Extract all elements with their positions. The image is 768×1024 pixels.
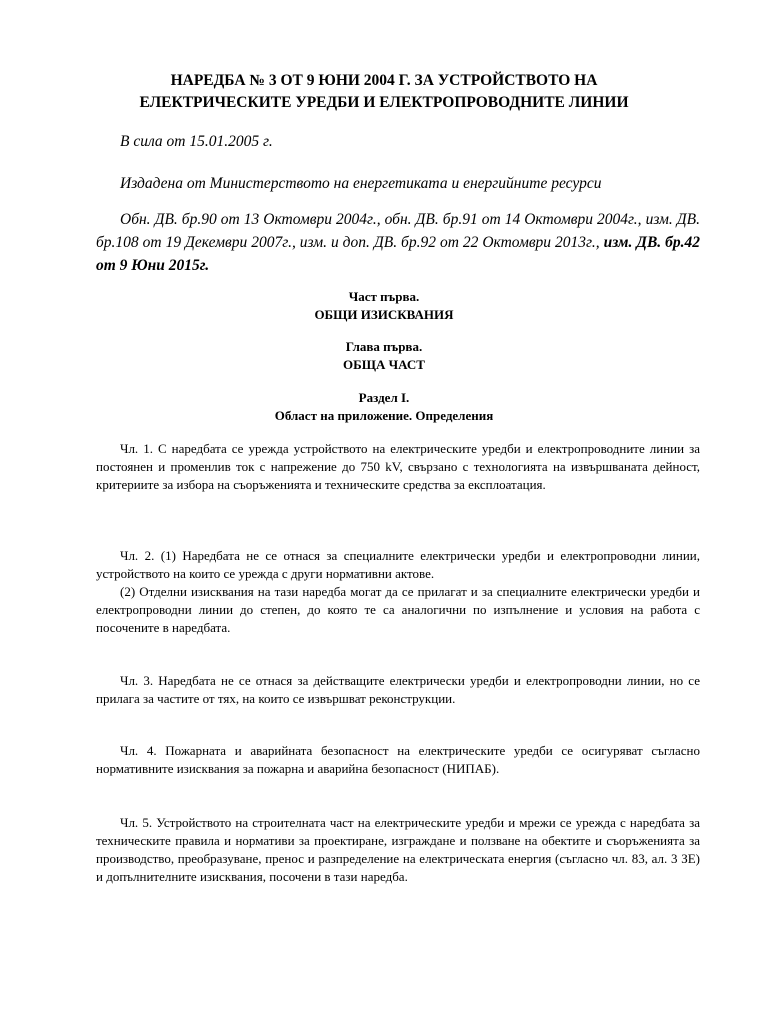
article-2	[96, 547, 700, 637]
chapter-number: Глава първа.	[345, 339, 423, 354]
article-5	[96, 814, 700, 886]
part-number: Част първа.	[348, 289, 420, 304]
issuing-authority: Издадена от Министерството на енергетиката и енергийните ресурси	[120, 175, 602, 192]
article-1	[96, 440, 700, 494]
part-title: ОБЩИ ИЗИСКВАНИЯ	[314, 307, 454, 322]
publication-history	[96, 208, 700, 277]
publication-latest-amendment: изм. ДВ. бр.42 от 9 Юни 2015г.	[96, 234, 701, 274]
article-paragraph: Чл. 4. Пожарната и аварийната безопасност на електрическите уредби се осигуряват съгласно нормативните изисквания за пожарна и аварийна безопасност (НИПАБ).	[96, 743, 700, 776]
article-paragraph: Чл. 1. С наредбата се урежда устройството на електрическите уредби и електропроводните линии за постоянен и променлив ток с напрежение до 750 kV, свързано с технологията на извършваната дейност, критериите за избора на съоръженията и техническите средства за експлоатация.	[96, 441, 700, 492]
chapter-heading	[96, 338, 672, 374]
article-paragraph: Чл. 5. Устройството на строителната част на електрическите уредби и мрежи се урежда с наредбата за техническите правила и нормативи за проектиране, изграждане и ползване на обектите и съоръженията за производство, преобразуване, пренос и разпределение на електрическата енергия (съгласно чл. 83, ал. 3 ЗЕ) и допълнителните изисквания, посочени в тази наредба.	[96, 815, 700, 884]
publication-history-text: Обн. ДВ. бр.90 от 13 Октомври 2004г., обн. ДВ. бр.91 от 14 Октомври 2004г., изм. ДВ. бр.108 от 19 Декември 2007г., изм. и доп. ДВ. бр.92 от 22 Октомври 2013г.,	[96, 211, 700, 251]
part-heading	[96, 288, 672, 324]
document-title: НАРЕДБА № 3 ОТ 9 ЮНИ 2004 Г. ЗА УСТРОЙСТВОТО НА ЕЛЕКТРИЧЕСКИТЕ УРЕДБИ И ЕЛЕКТРОПРОВОДНИТЕ ЛИНИИ	[139, 72, 629, 111]
section-title: Област на приложение. Определения	[274, 408, 494, 423]
section-heading	[96, 389, 672, 425]
chapter-title: ОБЩА ЧАСТ	[343, 357, 425, 372]
effective-date: В сила от 15.01.2005 г.	[120, 133, 273, 150]
article-3	[96, 672, 700, 708]
section-number: Раздел I.	[358, 390, 410, 405]
article-paragraph: Чл. 3. Наредбата не се отнася за действащите електрически уредби и електропроводни линии, но се прилага за частите от тях, на които се извършват реконструкции.	[96, 673, 700, 706]
article-paragraph: Чл. 2. (1) Наредбата не се отнася за специалните електрически уредби и електропроводни линии, устройството на които се урежда с други нормативни актове.	[96, 548, 700, 581]
article-4	[96, 742, 700, 778]
article-paragraph: (2) Отделни изисквания на тази наредба могат да се прилагат и за специалните електрически уредби и електропроводни линии до степен, до която те са аналогични по изпълнение и условия на работа с посочените в наредбата.	[96, 584, 700, 635]
